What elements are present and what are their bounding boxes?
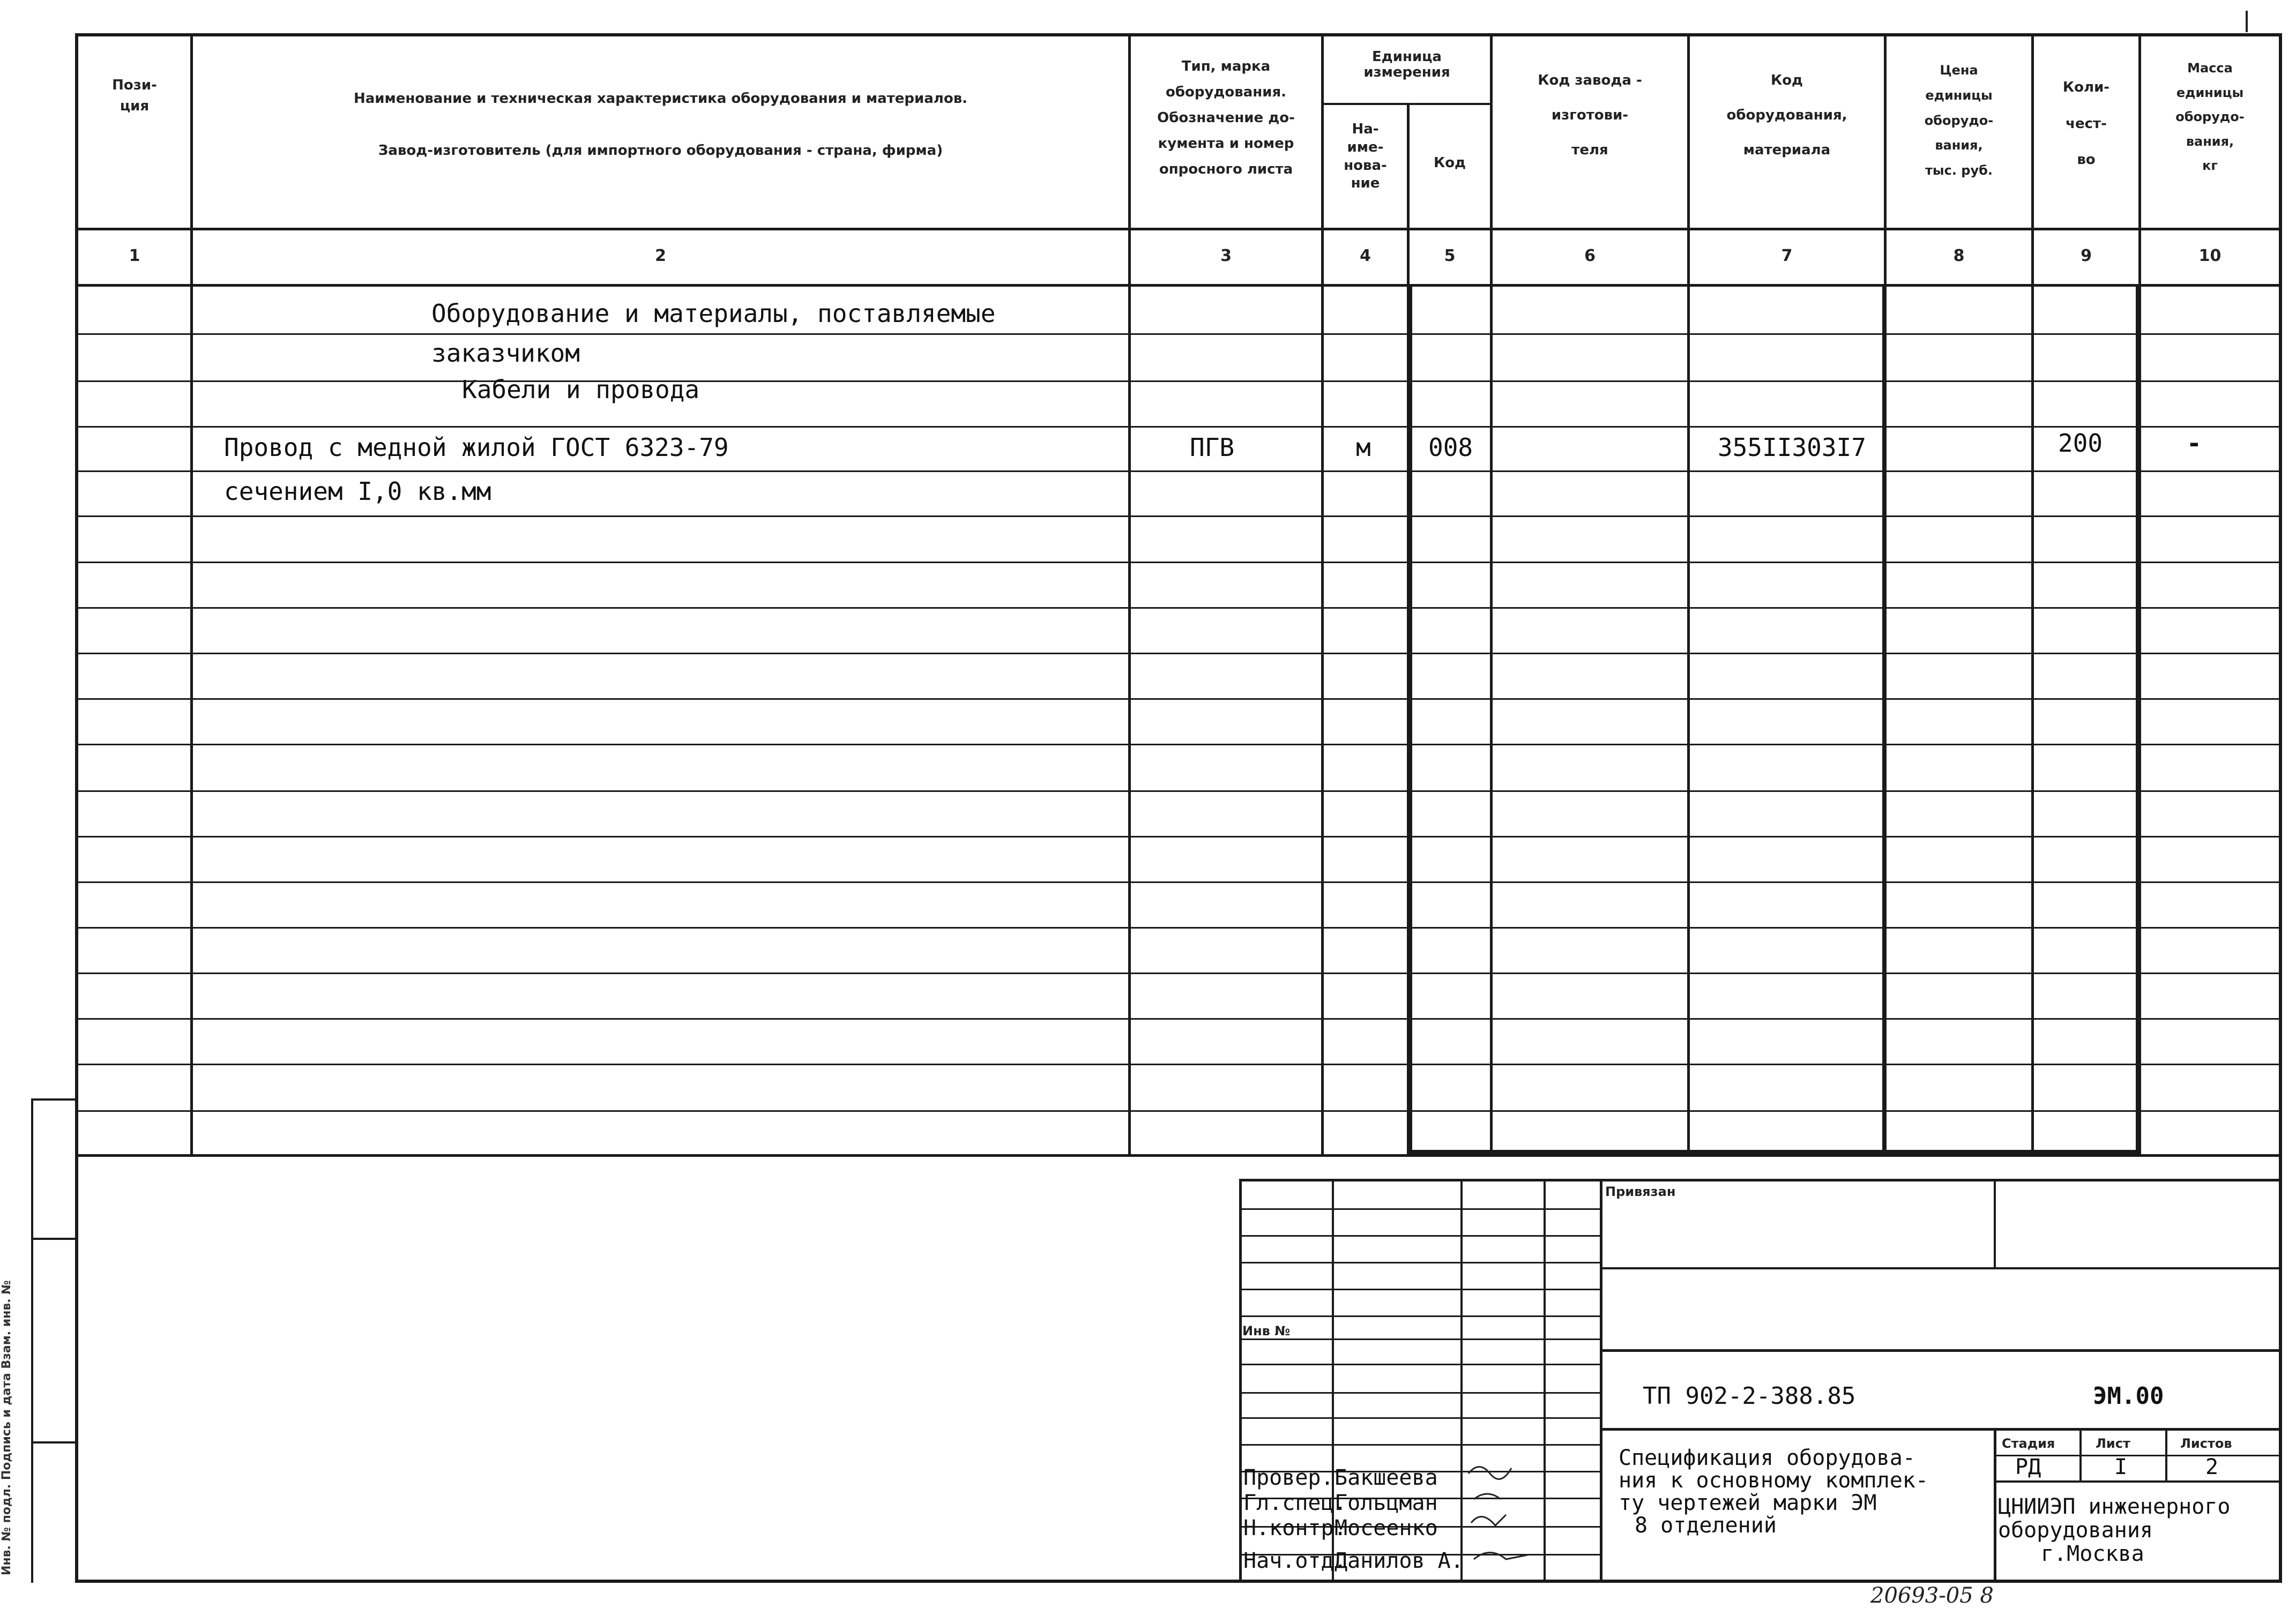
title-block-row-line: [1239, 1392, 1602, 1394]
header-position: Пози- ция: [112, 77, 157, 114]
signature-scribbles: [1463, 1457, 1549, 1581]
signature-name-check: Бакшеева: [1335, 1465, 1438, 1490]
title-block-row-line: [1239, 1417, 1602, 1419]
table-row-line: [75, 973, 2282, 974]
table-row-line: [75, 1064, 2282, 1065]
item-name-line2: сечением I,0 кв.мм: [224, 477, 491, 506]
title-line: ния к основному комплек-: [1619, 1468, 1928, 1493]
colnum-7: 7: [1781, 246, 1793, 265]
title-line: 8 отделений: [1635, 1513, 1777, 1538]
item-unit-code: 008: [1428, 433, 1473, 462]
stage-value: РД: [2015, 1455, 2041, 1479]
item-type: ПГВ: [1190, 433, 1235, 462]
colnum-3: 3: [1220, 246, 1232, 265]
org-line: ЦНИИЭП инженерного: [1998, 1494, 2231, 1519]
header-unit-code: Код: [1433, 155, 1466, 171]
item-unit-name: м: [1356, 433, 1371, 462]
colnum-9: 9: [2081, 246, 2092, 265]
inv-number-label: Инв №: [1242, 1323, 1291, 1338]
title-block-row-line: [1239, 1444, 1602, 1446]
item-quantity: 200: [2058, 429, 2103, 458]
footer-number: 20693-05 8: [1870, 1583, 1994, 1608]
colnum-4: 4: [1360, 246, 1371, 265]
table-row-line: [75, 653, 2282, 654]
linked-label: Привязан: [1605, 1184, 1676, 1199]
header-unit-group: Единица измерения: [1363, 49, 1450, 80]
table-row-line: [75, 790, 2282, 792]
table-row-line: [75, 927, 2282, 929]
table-row-line: [75, 744, 2282, 745]
title-line: ту чертежей марки ЭМ: [1619, 1491, 1877, 1515]
table-row-line: [75, 698, 2282, 700]
org-line: г.Москва: [2041, 1542, 2144, 1566]
colnum-8: 8: [1953, 246, 1965, 265]
table-row-line: [75, 1110, 2282, 1112]
document-title: [1619, 1447, 1928, 1537]
header-price: Цена единицы оборудо- вания, тыс. руб.: [1924, 63, 1994, 178]
org-line: оборудования: [1998, 1518, 2153, 1543]
sheets-label: Листов: [2180, 1436, 2232, 1451]
signature-role-norm: Н.контр.: [1243, 1516, 1347, 1540]
title-block-row-line: [1239, 1364, 1602, 1365]
subsection-title: Кабели и провода: [462, 375, 700, 404]
title-line: Спецификация оборудова-: [1619, 1446, 1915, 1470]
item-equipment-code: 355II303I7: [1718, 433, 1866, 462]
table-row-line: [75, 881, 2282, 883]
title-block-row-line: [1239, 1235, 1602, 1237]
header-factory-code: Код завода - изготови- теля: [1538, 72, 1642, 158]
table-row-line: [75, 607, 2282, 609]
signature-role-chief: Гл.спец.: [1243, 1491, 1347, 1515]
header-name-line2: Завод-изготовитель (для импортного оборудования - страна, фирма): [378, 143, 943, 159]
table-row-line: [75, 836, 2282, 837]
section-title-line1: Оборудование и материалы, поставляемые: [431, 299, 996, 328]
corner-mark: [2246, 11, 2248, 32]
header-quantity: Коли- чест- во: [2062, 79, 2110, 168]
title-block-row-line: [1239, 1315, 1602, 1317]
document-number: ТП 902-2-388.85: [1643, 1382, 1856, 1410]
header-mass: Масса единицы оборудо- вания, кг: [2175, 61, 2245, 174]
header-unit-name: На- име- нова- ние: [1344, 121, 1387, 192]
title-block-row-line: [1239, 1262, 1602, 1263]
document-code: ЭМ.00: [2093, 1382, 2164, 1410]
colnum-5: 5: [1444, 246, 1456, 265]
table-row-line: [75, 515, 2282, 517]
side-stamp-label: Инв. № подл. Подпись и дата Взам. инв. №: [0, 1280, 13, 1575]
sheet-label: Лист: [2096, 1436, 2130, 1451]
sheets-value: 2: [2205, 1455, 2219, 1479]
header-type: Тип, марка оборудования. Обозначение до- кумента и номер опросного листа: [1157, 58, 1295, 178]
organization: [1998, 1495, 2230, 1566]
signature-role-check: Провер.: [1243, 1465, 1334, 1490]
title-block-row-line: [1239, 1338, 1602, 1340]
table-row-line: [75, 380, 2282, 382]
header-equipment-code: Код оборудования, материала: [1726, 72, 1847, 158]
title-block-row-line: [1239, 1208, 1602, 1210]
colnum-6: 6: [1584, 246, 1596, 265]
table-row-line: [75, 562, 2282, 563]
stage-label: Стадия: [2002, 1436, 2055, 1451]
table-row-line: [75, 470, 2282, 472]
title-block-row-line: [1239, 1289, 1602, 1290]
item-mass: -: [2187, 429, 2202, 458]
colnum-10: 10: [2198, 246, 2222, 265]
colnum-2: 2: [655, 246, 666, 265]
signature-name-head: Данилов А.: [1335, 1549, 1464, 1573]
section-title-line2: заказчиком: [431, 339, 580, 368]
table-row-line: [75, 426, 2282, 428]
header-name-line1: Наименование и техническая характеристика оборудования и материалов.: [353, 91, 968, 107]
sheet-value: I: [2114, 1455, 2128, 1479]
table-row-line: [75, 333, 2282, 335]
table-row-line: [75, 1018, 2282, 1020]
signature-name-chief: Гольцман: [1335, 1491, 1438, 1515]
colnum-1: 1: [129, 246, 140, 265]
signature-role-head: Нач.отд.: [1243, 1549, 1347, 1573]
signature-name-norm: Мосеенко: [1335, 1516, 1438, 1540]
item-name-line1: Провод с медной жилой ГОСТ 6323-79: [224, 433, 729, 462]
